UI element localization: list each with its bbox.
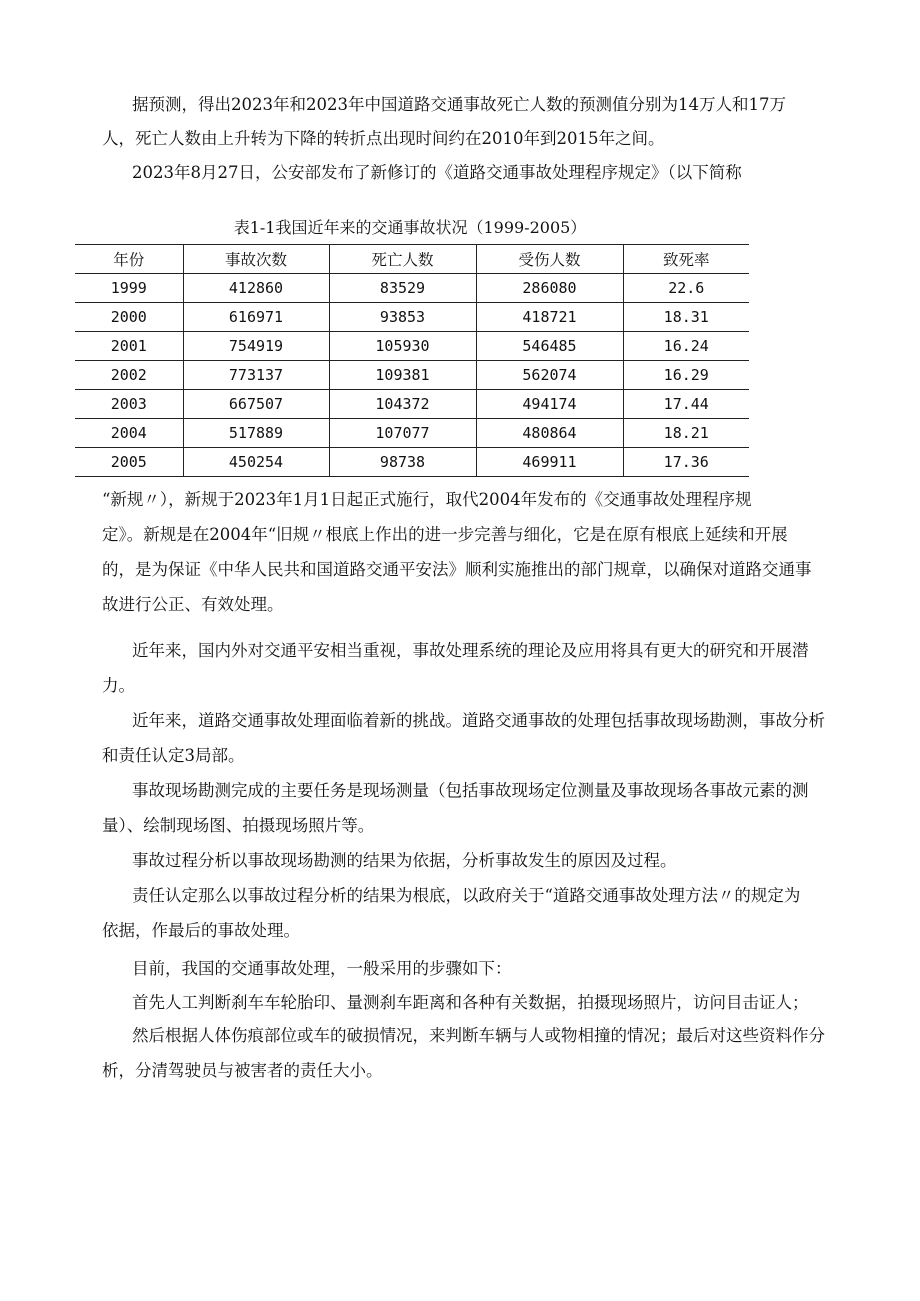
cell-fatality-rate: 16.29 xyxy=(623,361,749,390)
cell-deaths: 105930 xyxy=(329,332,476,361)
cell-accidents: 517889 xyxy=(183,419,329,448)
text-line: 目前，我国的交通事故处理，一般采用的步骤如下： xyxy=(132,959,512,978)
cell-accidents: 667507 xyxy=(183,390,329,419)
table-row xyxy=(75,274,749,303)
text-line: 据预测，得出2023年和2023年中国道路交通事故死亡人数的预测值分别为14万人和17万 xyxy=(132,95,786,114)
cell-fatality-rate: 17.44 xyxy=(623,390,749,419)
text-line: 力。 xyxy=(102,676,135,695)
text-line: 2023年8月27日，公安部发布了新修订的《道路交通事故处理程序规定》（以下简称 xyxy=(132,163,742,182)
cell-injuries: 546485 xyxy=(476,332,623,361)
text-line: 事故现场勘测完成的主要任务是现场测量（包括事故现场定位测量及事故现场各事故元素的测 xyxy=(132,781,809,800)
cell-year: 2003 xyxy=(75,390,183,419)
text-line: 然后根据人体伤痕部位或车的破损情况，来判断车辆与人或物相撞的情况；最后对这些资料作分 xyxy=(132,1026,825,1045)
text-line: 量）、绘制现场图、拍摄现场照片等。 xyxy=(102,816,375,835)
header-injuries: 受伤人数 xyxy=(476,245,623,274)
cell-injuries: 480864 xyxy=(476,419,623,448)
header-fatality-rate: 致死率 xyxy=(623,245,749,274)
table-row xyxy=(75,303,749,332)
cell-year: 2005 xyxy=(75,448,183,477)
table-row xyxy=(75,448,749,477)
cell-deaths: 93853 xyxy=(329,303,476,332)
cell-accidents: 616971 xyxy=(183,303,329,332)
cell-injuries: 562074 xyxy=(476,361,623,390)
text-line: 责任认定那么以事故过程分析的结果为根底，以政府关于“道路交通事故处理方法〃的规定为 xyxy=(132,886,801,905)
cell-year: 2000 xyxy=(75,303,183,332)
cell-accidents: 412860 xyxy=(183,274,329,303)
cell-deaths: 83529 xyxy=(329,274,476,303)
cell-accidents: 773137 xyxy=(183,361,329,390)
cell-year: 2001 xyxy=(75,332,183,361)
text-line: 近年来，国内外对交通平安相当重视，事故处理系统的理论及应用将具有更大的研究和开展潜 xyxy=(132,641,809,660)
table-caption: 表1-1我国近年来的交通事故状况（1999-2005） xyxy=(233,218,587,237)
cell-year: 1999 xyxy=(75,274,183,303)
cell-injuries: 494174 xyxy=(476,390,623,419)
cell-fatality-rate: 18.31 xyxy=(623,303,749,332)
cell-injuries: 418721 xyxy=(476,303,623,332)
header-year: 年份 xyxy=(75,245,183,274)
text-line: 析，分清驾驶员与被害者的责任大小。 xyxy=(102,1061,383,1080)
cell-year: 2002 xyxy=(75,361,183,390)
text-line: 故进行公正、有效处理。 xyxy=(102,595,284,614)
text-line: 的，是为保证《中华人民共和国道路交通平安法》顺利实施推出的部门规章，以确保对道路交通事 xyxy=(102,560,812,579)
text-line: 近年来，道路交通事故处理面临着新的挑战。道路交通事故的处理包括事故现场勘测，事故分析 xyxy=(132,711,825,730)
table-header-row xyxy=(75,245,749,274)
cell-deaths: 104372 xyxy=(329,390,476,419)
table-row xyxy=(75,390,749,419)
cell-year: 2004 xyxy=(75,419,183,448)
cell-deaths: 109381 xyxy=(329,361,476,390)
text-line: 依据，作最后的事故处理。 xyxy=(102,921,300,940)
cell-injuries: 286080 xyxy=(476,274,623,303)
cell-accidents: 754919 xyxy=(183,332,329,361)
header-accidents: 事故次数 xyxy=(183,245,329,274)
cell-injuries: 469911 xyxy=(476,448,623,477)
text-line: 事故过程分析以事故现场勘测的结果为依据，分析事故发生的原因及过程。 xyxy=(132,851,677,870)
cell-fatality-rate: 16.24 xyxy=(623,332,749,361)
cell-fatality-rate: 18.21 xyxy=(623,419,749,448)
text-line: 定》。新规是在2004年“旧规〃根底上作出的进一步完善与细化，它是在原有根底上延续和开展 xyxy=(102,525,788,544)
cell-deaths: 98738 xyxy=(329,448,476,477)
table-row xyxy=(75,361,749,390)
cell-accidents: 450254 xyxy=(183,448,329,477)
text-line: 首先人工判断刹车车轮胎印、量测刹车距离和各种有关数据，拍摄现场照片，访问目击证人； xyxy=(132,993,809,1012)
text-line: “新规〃），新规于2023年1月1日起正式施行，取代2004年发布的《交通事故处理程序规 xyxy=(102,490,752,509)
cell-fatality-rate: 17.36 xyxy=(623,448,749,477)
table-row xyxy=(75,332,749,361)
table-row xyxy=(75,419,749,448)
header-deaths: 死亡人数 xyxy=(329,245,476,274)
text-line: 人，死亡人数由上升转为下降的转折点出现时间约在2010年到2015年之间。 xyxy=(102,129,665,148)
text-line: 和责任认定3局部。 xyxy=(102,746,245,765)
traffic-accident-table xyxy=(75,244,749,477)
cell-deaths: 107077 xyxy=(329,419,476,448)
cell-fatality-rate: 22.6 xyxy=(623,274,749,303)
